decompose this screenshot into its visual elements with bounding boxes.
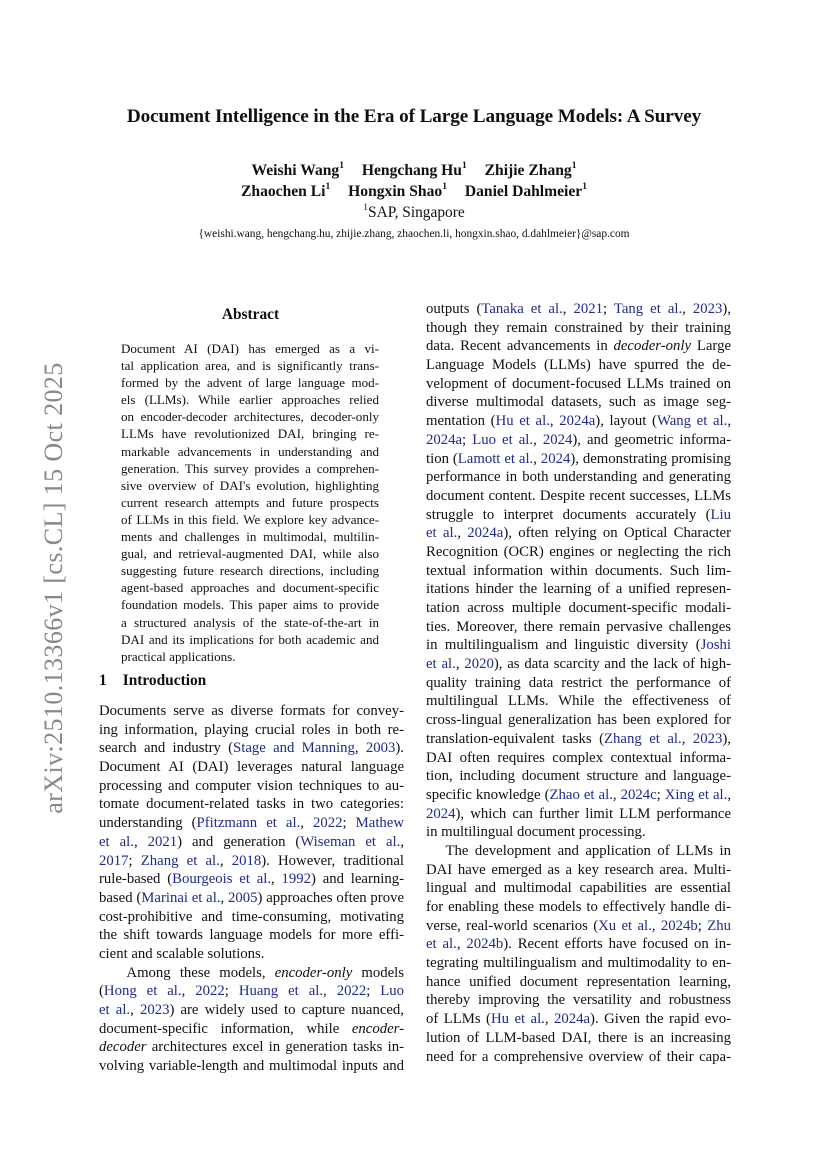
text-line: The development and application of LLMs in xyxy=(426,842,731,859)
text-line: velopment of document-focused LLMs trained on xyxy=(426,375,731,392)
text-line: els (LLMs). While earlier approaches relied xyxy=(121,392,379,408)
text-line: et al., 2024a), often relying on Optical Character xyxy=(426,525,731,542)
text-line: tion (Lamott et al., 2024), demonstrating promising xyxy=(426,450,732,467)
text-line: mentation (Hu et al., 2024a), layout (Wang et al., xyxy=(426,413,731,430)
author-line-1 xyxy=(0,162,828,180)
arxiv-identifier-stamp: arXiv:2510.13366v1 [cs.CL] 15 Oct 2025 xyxy=(39,362,68,814)
text-line: ing information, playing crucial roles in both re- xyxy=(99,721,404,738)
text-line: tation across multiple document-specific modali- xyxy=(426,600,731,616)
text-line: document content. Despite recent successes, LLMs xyxy=(426,487,731,504)
text-line: cost-prohibitive and time-consuming, motivating xyxy=(99,908,404,925)
text-line: decoder architectures excel in generation tasks in- xyxy=(99,1039,404,1056)
text-line: cient and scalable solutions. xyxy=(99,945,265,962)
text-line: a structured analysis of the state-of-the-art in xyxy=(121,614,379,630)
affiliation: $^1$SAP, Singapore xyxy=(363,203,465,221)
text-line: need for a comprehensive overview of their capa- xyxy=(426,1048,731,1065)
text-line: DAI have emerged as a key research area. Multi- xyxy=(426,861,731,878)
body-text-left-column xyxy=(99,702,404,1076)
text-line: 2024), which can further limit LLM performance xyxy=(426,805,731,822)
text-line: tal application area, and is significantly trans- xyxy=(121,358,379,374)
text-line: Among these models, encoder-only models xyxy=(99,964,405,981)
text-line: et al., 2020), as data scarcity and the lack of high- xyxy=(426,656,732,673)
text-line: quality training data restrict the performance of xyxy=(426,674,731,691)
text-line: practical applications. xyxy=(121,648,236,664)
text-line: et al., 2023) are widely used to capture nuanced, xyxy=(99,1002,404,1018)
text-line: of LLMs (Hu et al., 2024a). Given the rapid evo- xyxy=(426,1011,731,1028)
author-name: Zhaochen Li$^1$ xyxy=(241,182,331,200)
text-line: understanding (Pfitzmann et al., 2022; Mathew xyxy=(99,815,405,832)
text-line: on encoder-decoder architectures, decoder-only xyxy=(121,409,379,425)
text-line: ments and challenges in multimodal, multilin- xyxy=(121,529,379,545)
text-line: formed by the advent of large language mod- xyxy=(121,375,379,391)
paper-title: Document Intelligence in the Era of Large Language Models: A Survey xyxy=(126,106,702,127)
text-line: lution of LLM-based DAI, there is an increasing xyxy=(426,1029,731,1046)
author-name: Hengchang Hu$^1$ xyxy=(361,161,467,179)
text-line: suggesting future research directions, including xyxy=(121,563,379,579)
section-heading-introduction xyxy=(99,672,206,690)
section-number: 1 xyxy=(99,672,107,689)
text-line: of LLMs in this field. We explore key advance- xyxy=(121,511,379,527)
author-name: Hongxin Shao$^1$ xyxy=(348,182,447,200)
text-line: for enabling these models to effectively handle di- xyxy=(426,899,731,915)
text-line: verse, real-world scenarios (Xu et al., 2024b; Zhu xyxy=(426,917,731,934)
text-line: sive overview of DAI's evolution, highlighting xyxy=(121,477,379,493)
text-line: though they remain constrained by their training xyxy=(426,319,731,336)
text-line: outputs (Tanaka et al., 2021; Tang et al., 2023), xyxy=(426,301,731,317)
author-name: Daniel Dahlmeier$^1$ xyxy=(464,182,587,200)
text-line: tion, including document structure and language- xyxy=(426,768,731,785)
text-line: volving variable-length and multimodal inputs and xyxy=(99,1058,404,1075)
text-line: DAI and its implications for both academic and xyxy=(121,631,379,647)
text-line: markable advancements in understanding and xyxy=(121,443,379,459)
text-line: Document AI (DAI) leverages natural language xyxy=(99,759,404,776)
text-line: lingual and multimodal capabilities are essential xyxy=(426,880,731,897)
text-line: et al., 2024b). Recent efforts have focused on in- xyxy=(426,936,732,953)
text-line: tegrating multilingualism and multimodality to en- xyxy=(426,955,731,972)
text-line: in multilingualism and linguistic diversity (Joshi xyxy=(426,637,731,654)
text-line: Recognition (OCR) engines or neglecting the rich xyxy=(426,543,731,560)
text-line: rule-based (Bourgeois et al., 1992) and learning- xyxy=(99,871,404,888)
text-line: (Hong et al., 2022; Huang et al., 2022; Luo xyxy=(99,983,405,1000)
text-line: DAI often requires complex contextual informa- xyxy=(426,749,731,766)
author-name: Zhijie Zhang$^1$ xyxy=(484,161,577,179)
text-line: LLMs have revolutionized DAI, bringing re- xyxy=(121,426,379,442)
text-line: et al., 2021) and generation (Wiseman et al., xyxy=(99,833,404,850)
text-line: struggle to interpret documents accurately (Liu xyxy=(426,506,731,523)
text-line: generation. This survey provides a comprehen- xyxy=(121,460,379,476)
section-title: Introduction xyxy=(122,672,207,689)
body-text-right-column xyxy=(426,300,731,1066)
text-line: ties. Moreover, there remain pervasive challenges xyxy=(426,618,731,635)
text-line: data. Recent advancements in decoder-only Large xyxy=(426,338,731,355)
author-line-2 xyxy=(0,183,828,201)
text-line: the shift towards language models for more effi- xyxy=(99,927,404,944)
text-line: cross-lingual generalization has been explored for xyxy=(426,712,731,729)
text-line: diverse multimodal datasets, such as image seg- xyxy=(426,394,731,411)
text-line: processing and computer vision techniques to au- xyxy=(99,777,404,794)
text-line: gual, and retrieval-augmented DAI, while also xyxy=(121,546,379,562)
text-line: performance in both understanding and generating xyxy=(426,469,731,486)
text-line: Language Models (LLMs) have spurred the de- xyxy=(426,357,731,374)
text-line: Document AI (DAI) has emerged as a vi- xyxy=(121,341,379,356)
text-line: based (Marinai et al., 2005) approaches often prove xyxy=(99,889,405,906)
text-line: document-specific information, while encoder- xyxy=(99,1020,404,1037)
text-line: current research attempts and future prospects xyxy=(121,494,379,510)
text-line: 2024a; Luo et al., 2024), and geometric informa- xyxy=(426,431,731,448)
author-name: Weishi Wang$^1$ xyxy=(251,161,344,179)
text-line: textual information within documents. Such lim- xyxy=(426,562,731,579)
text-line: hance unified document representation learning, xyxy=(426,973,731,990)
text-line: specific knowledge (Zhao et al., 2024c; Xing et al., xyxy=(426,786,731,803)
text-line: search and industry (Stage and Manning, 2003). xyxy=(99,740,404,757)
author-emails: {weishi.wang, hengchang.hu, zhijie.zhang, zhaochen.li, hongxin.shao, d.dahlmeier}@sap.com xyxy=(198,228,630,240)
text-line: foundation models. This paper aims to provide xyxy=(121,597,379,613)
text-line: translation-equivalent tasks (Zhang et al., 2023), xyxy=(426,730,731,747)
text-line: in multilingual document processing. xyxy=(426,824,646,841)
text-line: thereby improving the versatility and robustness xyxy=(426,992,731,1009)
text-line: 2017; Zhang et al., 2018). However, traditional xyxy=(99,852,404,869)
text-line: multilingual LLMs. While the effectiveness of xyxy=(426,693,731,710)
text-line: agent-based approaches and document-specific xyxy=(121,580,379,596)
text-line: Documents serve as diverse formats for convey- xyxy=(99,703,404,719)
abstract-body xyxy=(121,340,379,665)
text-line: tomate document-related tasks in two categories: xyxy=(99,796,404,813)
abstract-heading: Abstract xyxy=(221,306,280,323)
text-line: itations hinder the learning of a unified represen- xyxy=(426,581,731,598)
